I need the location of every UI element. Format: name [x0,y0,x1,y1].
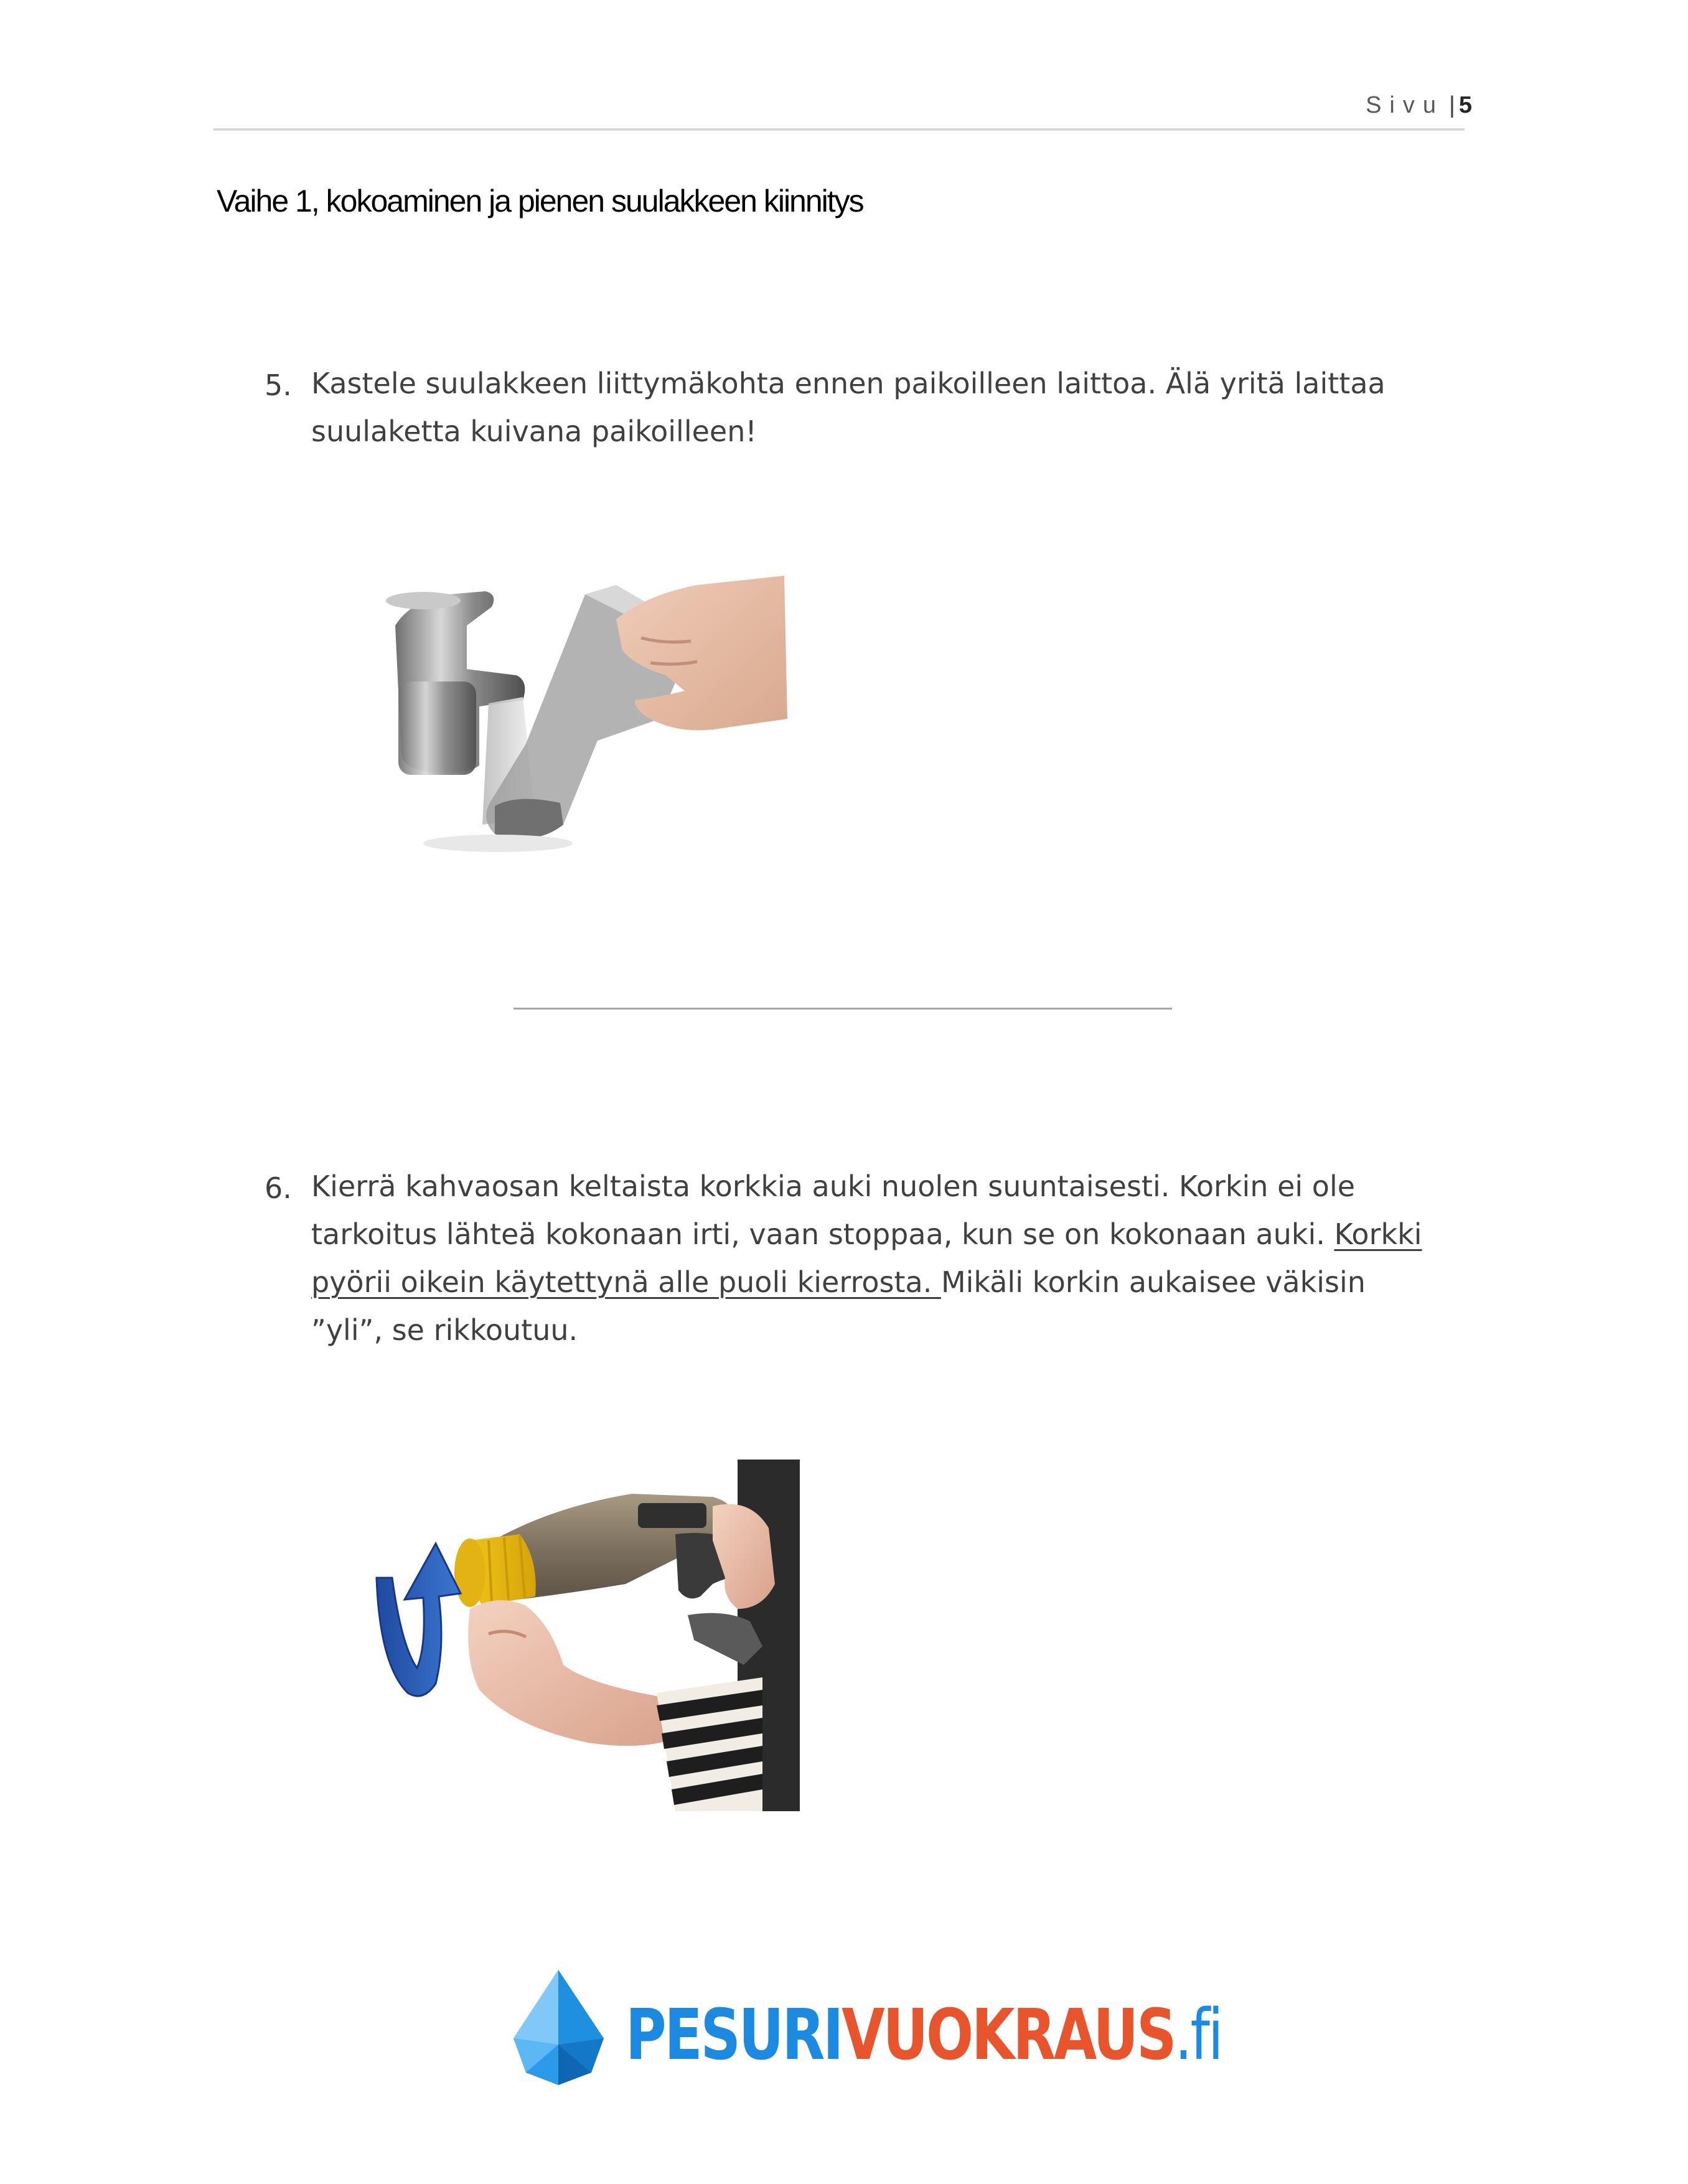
step-6-text [311,1163,1525,1354]
page-number: 5 [1458,92,1472,118]
step-6-line-4: ”yli”, se rikkoutuu. [311,1313,578,1347]
step-6-number: 6. [265,1171,292,1205]
step-6-underlined-start: Korkki [1334,1217,1422,1251]
water-drop-logo-icon [504,1970,613,2088]
step-5-line-1: Kastele suulakkeen liittymäkohta ennen paikoilleen laittoa. Älä yritä laittaa [311,367,1386,400]
step-6-underlined-end: pyörii oikein käytettynä alle puoli kierrosta. [311,1265,941,1299]
page-label: Sivu [1366,92,1444,118]
faucet-nozzle-photo [373,557,797,881]
step-6-line-2-plain: tarkoitus lähteä kokonaan irti, vaan stoppaa, kun se on kokonaan auki. [311,1217,1334,1251]
header-divider [213,128,1465,131]
step-5-text [311,360,1494,456]
logo-part-fi: .fi [1175,1995,1222,2076]
logo-part-pesuri: PESURI [626,1995,842,2076]
step-5-line-2: suulaketta kuivana paikoilleen! [311,415,757,448]
logo-part-vuokraus: VUOKRAUS [842,1995,1175,2076]
page-separator: | [1448,92,1455,118]
step-6-line-1: Kierrä kahvaosan keltaista korkkia auki nuolen suuntaisesti. Korkin ei ole [311,1169,1356,1203]
step-6-line-3-plain: Mikäli korkin aukaisee väkisin [940,1265,1366,1299]
handle-cap-photo [364,1460,800,1811]
step-6-line-3 [311,1258,1525,1306]
step-5-number: 5. [265,368,292,402]
section-title: Vaihe 1, kokoaminen ja pienen suulakkeen kiinnitys [217,184,863,218]
page-header [1307,92,1472,132]
section-divider [513,1008,1172,1010]
step-6-line-2 [311,1211,1525,1258]
company-logo-wordmark [626,1995,1222,2076]
